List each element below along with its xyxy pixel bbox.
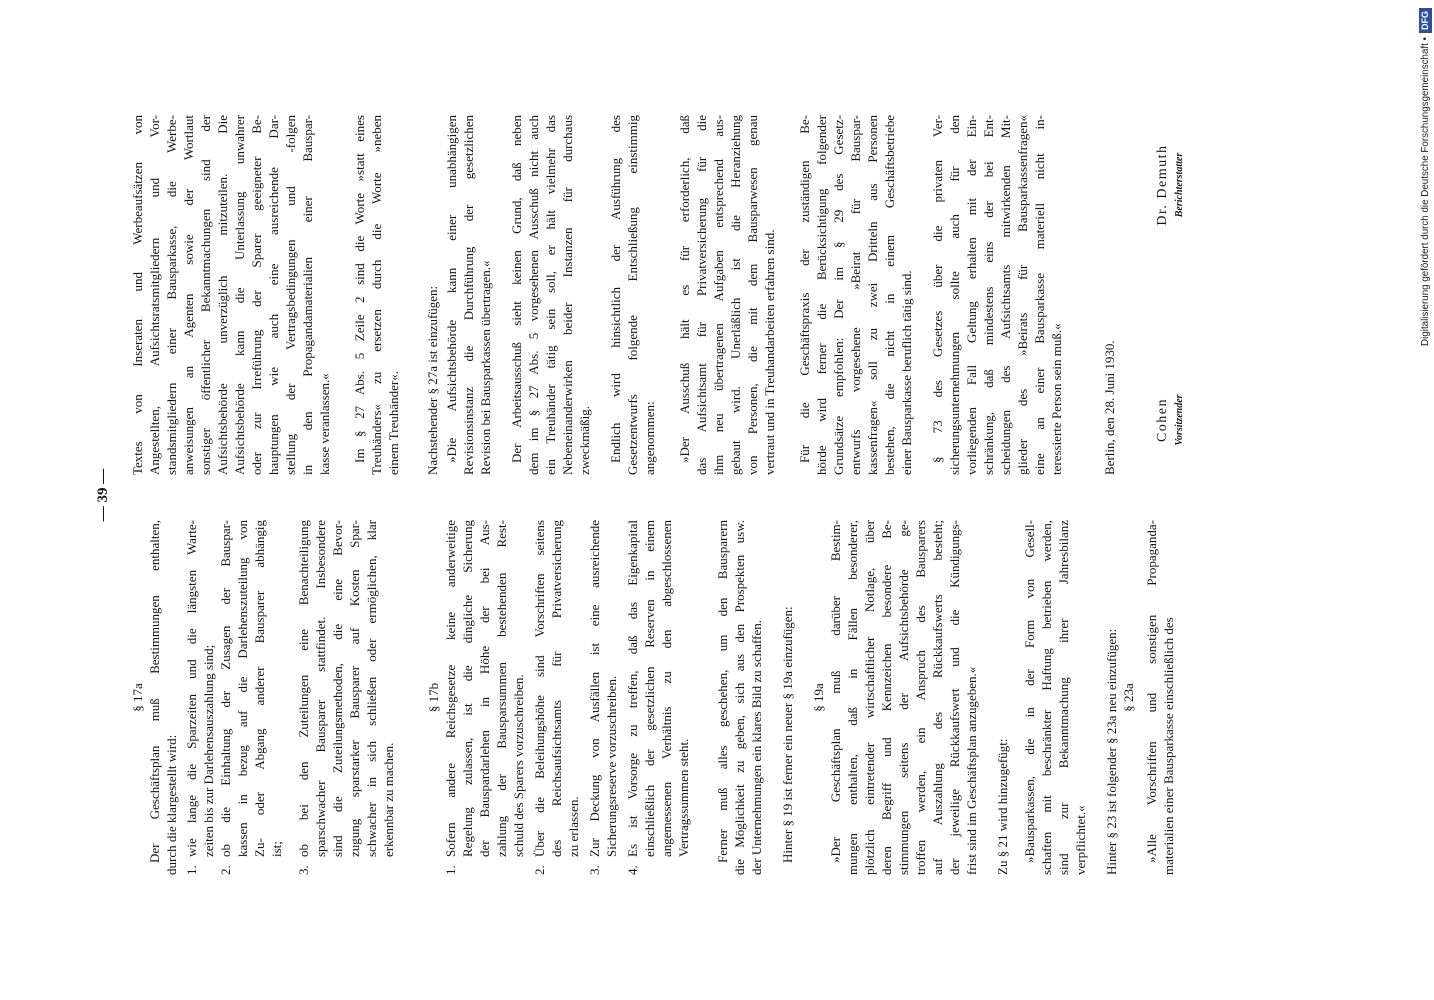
committee-comment: [508, 115, 593, 475]
item-number: 2.: [218, 865, 233, 875]
text-line: ist;: [269, 841, 284, 857]
page-number: — 39 —: [95, 468, 111, 522]
signatory-role: Vorsitzender: [1174, 394, 1185, 446]
text-line: Der Arbeitsausschuß sieht keinen Grund, daß neben: [509, 115, 524, 463]
text-line: Nachstehender § 27a ist einzufügen:: [425, 285, 440, 475]
item-text: [295, 520, 397, 857]
text-line: Aufsichtsbehörde unverzüglich mitzuteilen. Die: [215, 115, 230, 475]
text-line: durch die klargestellt wird:: [164, 734, 179, 875]
text-line: schwacher in sich schließen oder ermöglichen, klar: [364, 520, 379, 857]
text-line: Sofern andere Reichsgesetze keine anderweitige: [443, 520, 458, 857]
text-line: anweisungen an Agenten sowie der Wortlaut: [181, 115, 196, 475]
text-line: »Bausparkassen, die in der Form von Gesell-: [1022, 520, 1037, 863]
signature-block: [1154, 115, 1188, 475]
text-line: vertraut und in Treuhandarbeiten erfahren sind.: [762, 229, 777, 475]
text-line: »Der Geschäftsplan muß darüber Bestim-: [828, 520, 843, 863]
text-line: Endlich wird hinsichtlich der Ausführung des: [608, 115, 623, 463]
text-line: sonstiger öffentlicher Bekanntmachungen sind der: [198, 115, 213, 475]
text-line: ob die Einhaltung der Zusagen der Bauspar-: [218, 520, 233, 857]
closing-paragraph: [714, 520, 765, 875]
text-line: Zu § 21 wird hinzugefügt:: [995, 738, 1010, 875]
text-line: Zu- oder Abgang anderer Bausparer abhängig: [252, 520, 267, 857]
practice-recommendation: [796, 115, 915, 475]
section-heading-19a: § 19a: [811, 683, 826, 712]
text-line: ob bei den Zuteilungen eine Benachteiligung: [296, 520, 311, 857]
item-text: [442, 520, 527, 857]
text-line: schuld des Sparers vorzuschreiben.: [511, 674, 526, 857]
text-line: zweckmäßig.: [577, 406, 592, 475]
text-line: Hinter § 23 ist folgender § 23a neu einzufügen:: [1104, 628, 1119, 875]
signatory-chair: [1154, 365, 1188, 475]
place-and-date: [1101, 115, 1118, 475]
text-line: teressierte Person sein muß.«: [1049, 323, 1064, 475]
text-line: Sicherungsreserve vorzuschreiben.: [604, 675, 619, 857]
funding-banner-text: Digitalisierung gefördert durch die Deutsche Forschungsgemeinschaft •: [1420, 37, 1431, 346]
text-line: stellung der Vertragsbedingungen und -folgen: [283, 115, 298, 475]
text-line: Regelung zulassen, ist die dingliche Sicherung: [460, 520, 475, 857]
text-line: auf Auszahlung des Rückkaufswerts besteht;: [930, 520, 945, 875]
item-text: [624, 520, 692, 857]
text-line: dem im § 27 Abs. 5 vorgesehenen Ausschuß nicht auch: [526, 115, 541, 475]
text-line: Nebeneinanderwirken beider Instanzen für durchaus: [560, 115, 575, 475]
section-17a-item-3: [295, 520, 397, 875]
section-17a-item-1: [183, 520, 217, 875]
text-line: schaften mit beschränkter Haftung betrieben werden,: [1039, 520, 1054, 875]
text-line: scheidungen des Aufsichtsamts mitwirkenden Mit-: [998, 115, 1013, 475]
section-17a-item-2: [217, 520, 285, 875]
text-line: mungen enthalten, daß in Fällen besonderer,: [845, 520, 860, 875]
amendment-note-21: [994, 520, 1011, 875]
text-line: hauptungen wie auch eine ausreichende Dar-: [266, 115, 281, 475]
item-text: [531, 520, 582, 857]
text-line: Angestellten, Aufsichtsratsmitgliedern und Vor-: [147, 115, 162, 475]
section-17b-item-3: [586, 520, 620, 875]
item-number: 1.: [443, 865, 458, 875]
text-line: kasse veranlassen.«: [317, 373, 332, 475]
text-line: der jeweilige Rückkaufswert und die Kündigungs-: [947, 520, 962, 875]
text-line: der Bauspardarlehen in Höhe der bei Aus-: [477, 520, 492, 857]
insertion-note-19a: [779, 520, 796, 875]
text-line: Textes von Inseraten und Werbeaufsätzen von: [130, 115, 145, 475]
text-line: Treuhänders« zu ersetzen durch die Worte »neben: [369, 115, 384, 475]
section-17a-intro: [146, 520, 180, 875]
text-line: des Reichsaufsichtsamts für Privatversicherung: [549, 520, 564, 857]
scanned-page: [95, 115, 1200, 875]
text-line: hörde wird ferner die Berücksichtigung folgender: [814, 115, 829, 475]
text-line: Revision bei Bausparkassen übertragen.«: [478, 260, 493, 475]
text-line: Über die Beleihungshöhe sind Vorschriften seitens: [532, 520, 547, 857]
text-line: plötzlich eintretender wirtschaftlicher Notlage, über: [862, 520, 877, 875]
section-heading-23a: § 23a: [1121, 683, 1136, 712]
right-column: [129, 115, 1188, 475]
text-line: Zur Deckung von Ausfällen ist eine ausreichende: [587, 520, 602, 857]
section-21-text: [1021, 520, 1089, 875]
text-line: zeiten bis zur Darlehensauszahlung sind;: [201, 644, 216, 857]
text-line: schränkung, daß mindestens eins der bei Ent-: [981, 115, 996, 475]
text-line: Für die Geschäftspraxis der zuständigen Be-: [797, 115, 812, 463]
item-number: 1.: [184, 865, 199, 875]
text-line: Ferner muß alles geschehen, um den Bausparern: [715, 520, 730, 863]
section-17b-item-1: [442, 520, 527, 875]
item-text: [217, 520, 285, 857]
text-line: Hinter § 19 ist ferner ein neuer § 19a einzufügen:: [780, 606, 795, 863]
text-line: stimmungen seitens der Aufsichtsbehörde ge-: [896, 520, 911, 875]
section-heading-17b: § 17b: [426, 682, 441, 713]
section-27a-text: [443, 115, 494, 475]
text-line: wie lange die Sparzeiten und die längsten Warte-: [184, 520, 199, 857]
text-line: glieder des »Beirats für Bausparkassenfragen«: [1015, 115, 1030, 475]
text-line: Aufsichtsbehörde kann die Unterlassung unwahrer: [232, 115, 247, 475]
resolution-text: [676, 115, 778, 475]
funding-banner: [1419, 8, 1432, 393]
text-line: kassen in bezug auf die Darlehenszuteilung von: [235, 520, 250, 857]
text-line: entwurfs vorgesehene »Beirat für Bauspar-: [848, 115, 863, 475]
text-line: frist sind im Geschäftsplan anzugeben.«: [964, 666, 979, 875]
text-line: bestehen, die nicht in einem Geschäftsbetriebe: [882, 115, 897, 475]
text-line: gebaut wird. Unerläßlich ist die Heranziehung: [728, 115, 743, 475]
text-line: Der Geschäftsplan muß Bestimmungen enthalten,: [147, 520, 162, 863]
text-line: ein Treuhänder tätig sein soll, er hält vielmehr das: [543, 115, 558, 475]
text-line: der Unternehmungen ein klares Bild zu schaffen.: [749, 620, 764, 875]
text-line: deren Begriff und Kennzeichen besondere Be-: [879, 520, 894, 875]
resolution-intro: [607, 115, 658, 475]
text-line: »Alle Vorschriften und sonstigen Propaganda-: [1144, 520, 1159, 863]
text-line: »Die Aufsichtsbehörde kann einer unabhängigen: [444, 115, 459, 463]
text-line: einschließlich der gesetzlichen Reserven in einem: [642, 520, 657, 857]
text-line: sind die Zuteilungsmethoden, die eine Bevor-: [330, 520, 345, 857]
text-line: in den Propagandamaterialien einer Bauspar-: [300, 115, 315, 475]
text-line: sparschwacher Bausparer stattfindet. Insbesondere: [313, 520, 328, 857]
text-line: Vertragssummen steht.: [676, 738, 691, 857]
section-17b-item-2: [531, 520, 582, 875]
text-line: zu erlassen.: [566, 796, 581, 857]
text-line: kassenfragen« soll zu zwei Dritteln aus Personen: [865, 115, 880, 475]
text-line: zugung sparstarker Bausparer auf Kosten Spar-: [347, 520, 362, 857]
section-17b-item-4: [624, 520, 692, 875]
text-line: angemessenen Verhältnis zu den abgeschlossenen: [659, 520, 674, 857]
section-23a-continuation: [129, 115, 333, 475]
text-line: § 73 des Gesetzes über die privaten Ver-: [930, 115, 945, 463]
text-line: oder zur Irreführung der Sparer geeigneter Be-: [249, 115, 264, 475]
text-line: die Möglichkeit zu geben, sich aus den Prospekten usw.: [732, 520, 747, 875]
section-19a-text: [827, 520, 980, 875]
text-line: sicherungsunternehmungen sollte auch für den: [947, 115, 962, 475]
insertion-note-23a: [1103, 520, 1120, 875]
signatory-rapporteur: [1154, 115, 1188, 255]
section-73-recommendation: [929, 115, 1065, 475]
insertion-note-27a: [424, 115, 441, 475]
text-line: Es ist Vorsorge zu treffen, daß das Eigenkapital: [625, 520, 640, 857]
section-23a-text: [1143, 520, 1177, 875]
text-line: eine an einer Bausparkasse materiell nicht in-: [1032, 115, 1047, 475]
text-line: Gesetzentwurfs folgende Entschließung einstimmig: [625, 115, 640, 475]
text-line: sind zur Bekanntmachung ihrer Jahresbilanz: [1056, 520, 1071, 875]
text-line: vorliegenden Fall Geltung erhalten mit der Ein-: [964, 115, 979, 475]
text-line: das Aufsichtsamt für Privatversicherung für die: [694, 115, 709, 475]
text-line: Berlin, den 28. Juni 1930.: [1102, 340, 1117, 475]
item-text: [586, 520, 620, 857]
item-number: 3.: [296, 865, 311, 875]
text-line: zahlung der Bausparsummen bestehenden Rest-: [494, 520, 509, 857]
left-column: [129, 520, 1177, 875]
item-number: 2.: [532, 865, 547, 875]
text-line: angenommen:: [642, 401, 657, 475]
text-line: troffen werden, ein Anspruch des Bausparers: [913, 520, 928, 875]
item-number: 3.: [587, 865, 602, 875]
text-line: Revisionsinstanz die Durchführung der gesetzlichen: [461, 115, 476, 475]
text-line: verpflichtet.«: [1073, 805, 1088, 875]
text-line: materialien einer Bausparkasse einschließlich des: [1161, 617, 1176, 875]
signatory-role: Berichterstatter: [1174, 152, 1185, 218]
text-line: einem Treuhänder«.: [386, 371, 401, 475]
dfg-logo-icon: DFG: [1419, 8, 1432, 33]
text-line: einer Bausparkasse beruflich tätig sind.: [899, 270, 914, 475]
text-line: Grundsätze empfohlen: Der im § 29 des Gesetz-: [831, 115, 846, 475]
text-line: von Personen, die mit dem Bausparwesen genau: [745, 115, 760, 475]
item-number: 4.: [625, 865, 640, 875]
amendment-27: [351, 115, 402, 475]
text-line: »Der Ausschuß hält es für erforderlich, daß: [677, 115, 692, 463]
text-line: Im § 27 Abs. 5 Zeile 2 sind die Worte »statt eines: [352, 115, 367, 463]
text-line: ihm neu übertragenen Aufgaben entsprechend aus-: [711, 115, 726, 475]
item-text: [183, 520, 217, 857]
text-line: erkennbar zu machen.: [381, 742, 396, 857]
signatory-name: Dr. Demuth: [1155, 144, 1170, 226]
signatory-name: Cohen: [1155, 397, 1170, 443]
section-heading-17a: § 17a: [130, 683, 145, 712]
text-line: standsmitgliedern einer Bausparkasse, die Werbe-: [164, 115, 179, 475]
